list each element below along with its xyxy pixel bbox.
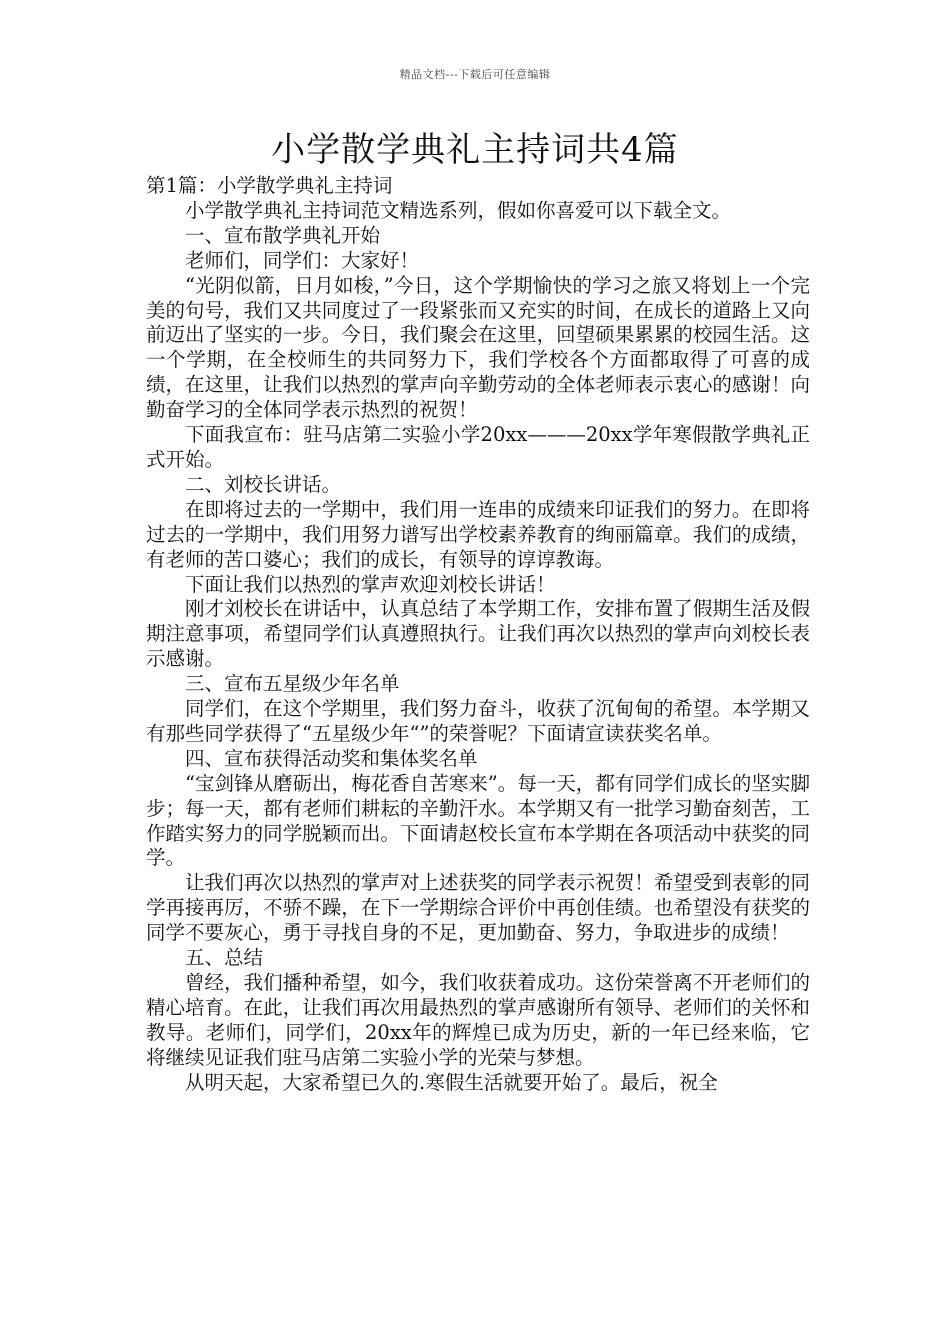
paragraph: 下面让我们以热烈的掌声欢迎刘校长讲话！ bbox=[185, 572, 556, 596]
paragraph: “光阴似箭，日月如梭，”今日，这个学期愉快的学习之旅又将划上一个完美的句号，我们又共同度过了一段紧张而又充实的时间，在成长的道路上又向前迈出了坚实的一步。今日，我们聚会在这里，回望硕果累累的校园生活。这一个学期，在全校师生的共同努力下，我们学校各个方面都取得了可喜的成绩，在这里，让我们以热烈的掌声向辛勤劳动的全体老师表示衷心的感谢！向勤奋学习的全体同学表示热烈的祝贺！ bbox=[146, 273, 810, 422]
paragraph: 让我们再次以热烈的掌声对上述获奖的同学表示祝贺！希望受到表彰的同学再接再厉，不骄不躁，在下一学期综合评价中再创佳绩。也希望没有获奖的同学不要灰心，勇于寻找自身的不足，更加勤奋、努力，争取进步的成绩！ bbox=[146, 871, 810, 945]
paragraph: 第1篇：小学散学典礼主持词 bbox=[146, 174, 393, 197]
paragraph: 二、刘校长讲话。 bbox=[185, 472, 342, 496]
header-note: 精品文档---下载后可任意编辑 bbox=[399, 68, 551, 81]
paragraph: 老师们，同学们：大家好！ bbox=[185, 248, 420, 272]
paragraph: 在即将过去的一学期中，我们用一连串的成绩来印证我们的努力。在即将过去的一学期中，我们用努力谱写出学校素养教育的绚丽篇章。我们的成绩，有老师的苦口婆心；我们的成长，有领导的谆谆教诲。 bbox=[146, 497, 810, 571]
paragraph: 一、宣布散学典礼开始 bbox=[185, 223, 381, 247]
paragraph: 刚才刘校长在讲话中，认真总结了本学期工作，安排布置了假期生活及假期注意事项，希望同学们认真遵照执行。让我们再次以热烈的掌声向刘校长表示感谢。 bbox=[146, 597, 810, 671]
paragraph: 下面我宣布：驻马店第二实验小学20xx———20xx学年寒假散学典礼正式开始。 bbox=[146, 423, 810, 471]
document-title: 小学散学典礼主持词共4篇 bbox=[271, 130, 679, 170]
paragraph: 曾经，我们播种希望，如今，我们收获着成功。这份荣誉离不开老师们的精心培育。在此，让我们再次用最热烈的掌声感谢所有领导、老师们的关怀和教导。老师们，同学们，20xx年的辉煌已成为历史，新的一年已经来临，它将继续见证我们驻马店第二实验小学的光荣与梦想。 bbox=[146, 971, 810, 1069]
paragraph: 小学散学典礼主持词范文精选系列，假如你喜爱可以下载全文。 bbox=[185, 198, 732, 222]
paragraph: “宝剑锋从磨砺出，梅花香自苦寒来”。每一天，都有同学们成长的坚实脚步；每一天，都有老师们耕耘的辛勤汗水。本学期又有一批学习勤奋刻苦，工作踏实努力的同学脱颖而出。下面请赵校长宣布本学期在各项活动中获奖的同学。 bbox=[146, 771, 810, 870]
paragraph: 三、宣布五星级少年名单 bbox=[185, 672, 400, 696]
paragraph: 从明天起，大家希望已久的.寒假生活就要开始了。最后，祝全 bbox=[185, 1070, 718, 1094]
paragraph: 四、宣布获得活动奖和集体奖名单 bbox=[185, 746, 478, 770]
paragraph: 五、总结 bbox=[185, 946, 264, 970]
document-body bbox=[146, 174, 810, 1096]
paragraph: 同学们，在这个学期里，我们努力奋斗，收获了沉甸甸的希望。本学期又有那些同学获得了“五星级少年“”的荣誉呢？下面请宣读获奖名单。 bbox=[146, 697, 810, 745]
